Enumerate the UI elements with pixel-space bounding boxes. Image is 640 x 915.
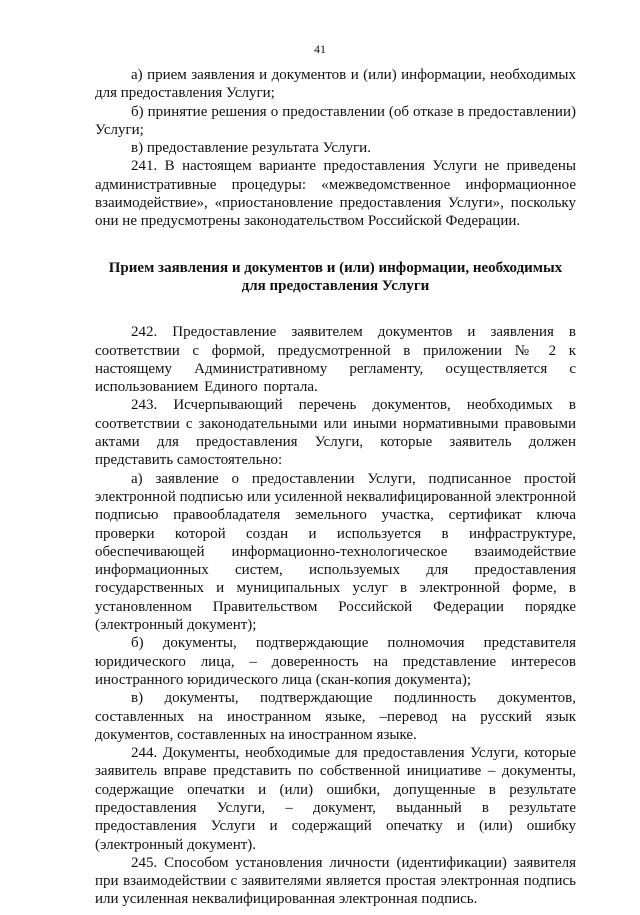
paragraph-242: 242. Предоставление заявителем документов и заявления в соответствии с формой, предусмотренной в приложении № 2 к настоящему Административному регламенту, осуществляется с использованием Единого портала.: [95, 324, 576, 396]
paragraph-243-c: в) документы, подтверждающие подлинность документов, составленных на иностранном языке, –перевод на русский язык документов, составленных на иностранном языке.: [95, 690, 576, 743]
paragraph-c: в) предоставление результата Услуги.: [131, 140, 371, 157]
page-number: 41: [314, 42, 326, 56]
section-title: Прием заявления и документов и (или) информации, необходимых для предоставления Услуги: [108, 259, 563, 294]
paragraph-244: 244. Документы, необходимые для предоставления Услуги, которые заявитель вправе представить по собственной инициативе – документы, содержащие опечатки и (или) ошибки, допущенные в результате предоставления Услуги, – документ, выданный в результате предоставления Услуги и содержащий опечатку и (или) ошибку (электронный документ).: [95, 745, 576, 853]
paragraph-241: 241. В настоящем варианте предоставления Услуги не приведены административные процедуры: «межведомственное информационное взаимодействие», «приостановление предоставления Услуги», поскольку они не предусмотрены законодательством Российской Федерации.: [95, 158, 576, 230]
paragraph-245: 245. Способом установления личности (идентификации) заявителя при взаимодействии с заявителями является простая электронная подпись или усиленная неквалифицированная электронная подпись.: [95, 854, 576, 908]
paragraph-b: б) принятие решения о предоставлении (об отказе в предоставлении) Услуги;: [95, 103, 576, 138]
paragraph-243-b: б) документы, подтверждающие полномочия представителя юридического лица, – доверенность на представление интересов иностранного юридического лица (скан-копия документа);: [95, 635, 576, 688]
paragraph-243-a: а) заявление о предоставлении Услуги, подписанное простой электронной подписью или усиленной неквалифицированной электронной подписью правообладателя земельного участка, сертификат ключа проверки которой создан и используется в инфраструктуре, обеспечивающей информационно-технологическое взаимодействие информационных систем, используемых для предоставления государственных и муниципальных услуг в электронной форме, в установленном Правительством Российской Федерации порядке (электронный документ);: [95, 470, 576, 634]
paragraph-a: а) прием заявления и документов и (или) информации, необходимых для предоставления Услуги;: [95, 67, 576, 102]
document-body: [95, 66, 576, 909]
paragraph-243: 243. Исчерпывающий перечень документов, необходимых в соответствии с законодательными или иными нормативными правовыми актами для предоставления Услуги, которые заявитель должен представить самостоятельно:: [95, 397, 576, 469]
